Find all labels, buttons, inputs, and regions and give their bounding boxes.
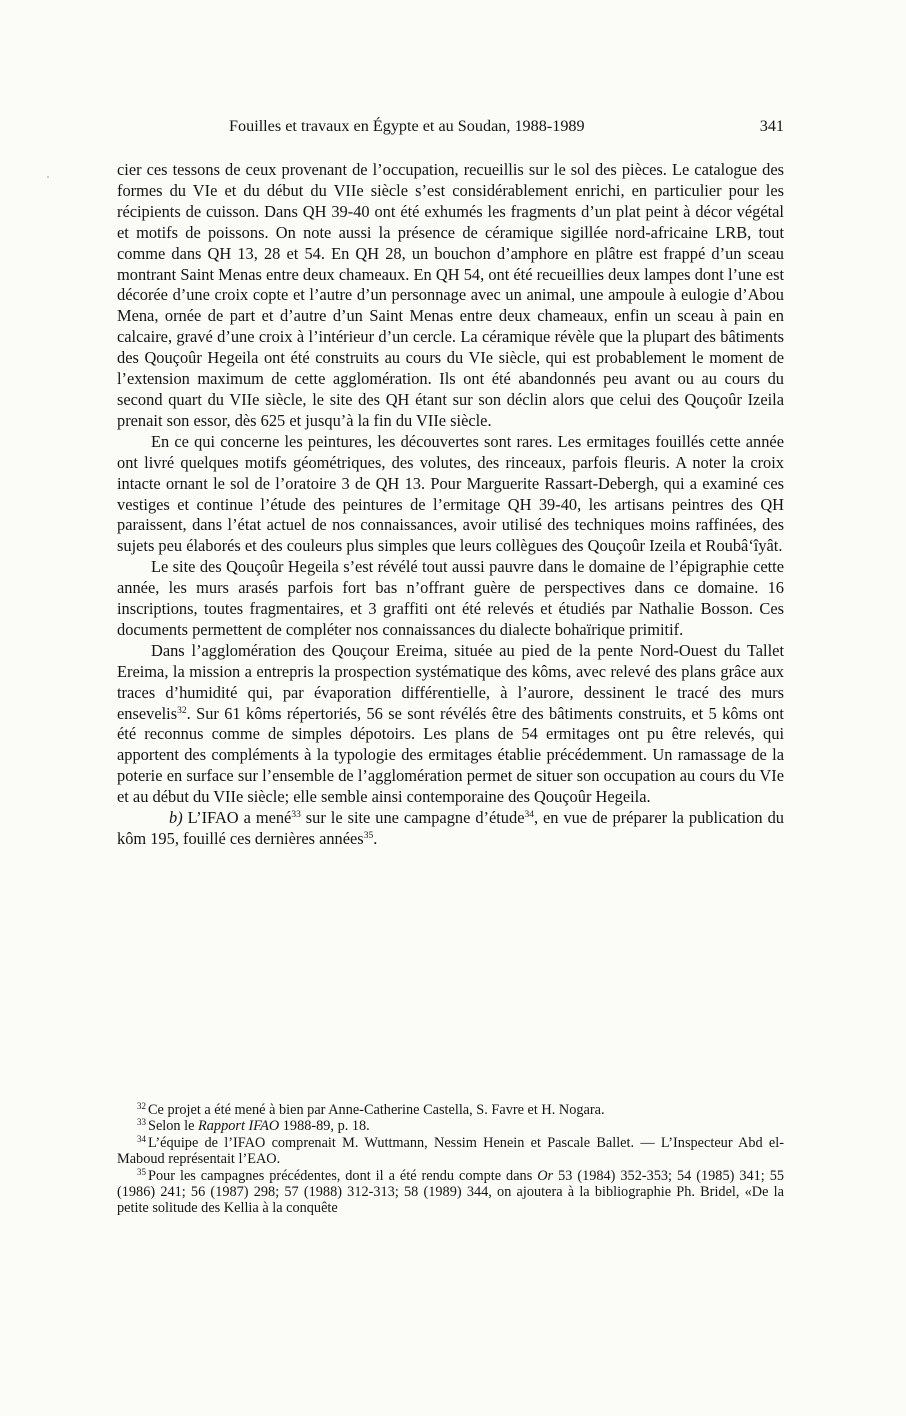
- paragraph-paintings: En ce qui concerne les peintures, les découvertes sont rares. Les ermitages fouillés cette année ont livré quelques motifs géométriques, des volutes, des rinceaux, parfois fleuris. A noter la croix intacte ornant le sol de l’oratoire 3 de QH 13. Pour Marguerite Rassart-Debergh, qui a examiné ces vestiges et continue l’étude des peintures de l’ermitage QH 39-40, les artisans peintres des QH paraissent, dans l’état actuel de nos connaissances, avoir utilisé des techniques moins raffinées, des sujets peu élaborés et des couleurs plus simples que leurs collègues des Qouçoûr Izeila et Roubâ‘îyât.: [117, 431, 784, 556]
- footnote-34: [117, 1135, 784, 1168]
- paragraph-text: , en vue de préparer la publication du kôm 195, fouillé ces dernières années: [117, 808, 784, 848]
- footnotes: [117, 1102, 784, 1217]
- paragraph-ifao: [117, 808, 784, 850]
- note-ref-32[interactable]: 32: [177, 705, 187, 716]
- running-title: Fouilles et travaux en Égypte et au Soudan, 1988-1989: [229, 117, 585, 135]
- paragraph-text: Dans l’agglomération des Qouçour Ereima, située au pied de la pente Nord-Ouest du Tallet Ereima, la mission a entrepris la prospection systématique des kôms, avec relevé des plans grâce aux traces d’humidité qui, par évaporation différentielle, à l’aurore, dessinent le tracé des murs ensevelis: [117, 640, 784, 723]
- footnote-35: [117, 1168, 784, 1217]
- footnote-32: [117, 1102, 784, 1118]
- paragraph-epigraphy: Le site des Qouçoûr Hegeila s’est révélé tout aussi pauvre dans le domaine de l’épigraphie cette année, les murs arasés parfois fort bas n’offrant guère de perspectives dans ce domaine. 16 inscriptions, toutes fragmentaires, et 3 graffiti ont été relevés et étudiés par Nathalie Bosson. Ces documents permettent de compléter nos connaissances du dialecte bohaïrique primitif.: [117, 557, 784, 639]
- footnote-number: 32: [137, 1101, 146, 1111]
- footnote-text: Selon le: [148, 1118, 199, 1135]
- body-text: [117, 160, 784, 850]
- footnote-number: 33: [137, 1117, 146, 1128]
- footnote-number: 34: [137, 1133, 146, 1144]
- footnote-33: [117, 1118, 784, 1134]
- footnote-text: 1988-89, p. 18.: [279, 1118, 370, 1135]
- scan-speck: [47, 176, 49, 178]
- note-ref-33[interactable]: 33: [291, 810, 301, 821]
- footnote-text: 53 (1984) 352-353; 54 (1985) 341; 55 (1986) 241; 56 (1987) 298; 57 (1988) 312-313; 58 (1989) 344, on ajoutera à la bibliographie Ph. Bridel, «De la petite solitude des Kellia à la conquête: [117, 1167, 784, 1217]
- footnote-italic: Rapport IFAO: [198, 1118, 280, 1135]
- paragraph-text: L’IFAO a mené: [182, 808, 292, 828]
- footnote-text: L’équipe de l’IFAO comprenait M. Wuttmann, Nessim Henein et Pascale Ballet. — L’Inspecteur Abd el-Maboud représentait l’EAO.: [117, 1134, 784, 1168]
- footnote-text: Ce projet a été mené à bien par Anne-Catherine Castella, S. Favre et H. Nogara.: [148, 1102, 605, 1118]
- page-number: 341: [759, 117, 784, 135]
- footnote-number: 35: [137, 1166, 146, 1177]
- list-label: b): [169, 808, 183, 828]
- paragraph-qoucour-ereima: [117, 641, 784, 808]
- paragraph-text: sur le site une campagne d’étude: [300, 808, 525, 828]
- note-ref-34[interactable]: 34: [524, 810, 534, 821]
- paragraph-ceramics: cier ces tessons de ceux provenant de l’occupation, recueillis sur le sol des pièces. Le catalogue des formes du VIe et du début du VIIe siècle s’est considérablement enrichi, en particulier pour les récipients de cuisson. Dans QH 39-40 ont été exhumés les fragments d’un plat peint à décor végétal et motifs de poissons. On note aussi la présence de céramique sigillée nord-africaine LRB, tout comme dans QH 13, 28 et 54. En QH 28, un bouchon d’amphore en plâtre est frappé d’un sceau montrant Saint Menas entre deux chameaux. En QH 54, ont été recueillies deux lampes dont l’une est décorée d’une croix copte et l’autre d’un personnage avec un animal, une ampoule à eulogie d’Abou Mena, ornée de part et d’autre d’un Saint Menas entre deux chameaux, enfin un sceau à pain en calcaire, gravé d’une croix à l’intérieur d’un cercle. La céramique révèle que la plupart des bâtiments des Qouçoûr Hegeila ont été construits au cours du VIe siècle, qui est probablement le moment de l’extension maximum de cette agglomération. Ils ont été abandonnés peu avant ou au cours du second quart du VIIe siècle, le site des QH étant sur son déclin alors que celui des Qouçoûr Izeila prenait son essor, dès 625 et jusqu’à la fin du VIIe siècle.: [117, 160, 784, 430]
- paragraph-text: .: [373, 829, 378, 848]
- footnote-italic: Or: [537, 1167, 554, 1184]
- paragraph-text: . Sur 61 kôms répertoriés, 56 se sont révélés être des bâtiments construits, et 5 kôms ont été reconnus comme de simples dépotoirs. Les plans de 54 ermitages ont pu être relevés, qui apportent des compléments à la typologie des ermitages établie précédemment. Un ramassage de la poterie en surface sur l’ensemble de l’agglomération permet de situer son occupation au cours du VIe et au début du VIIe siècle; elle semble ainsi contemporaine des Qouçoûr Hegeila.: [117, 703, 784, 807]
- note-ref-35[interactable]: 35: [363, 831, 374, 841]
- footnote-text: Pour les campagnes précédentes, dont il a été rendu compte dans: [148, 1167, 538, 1184]
